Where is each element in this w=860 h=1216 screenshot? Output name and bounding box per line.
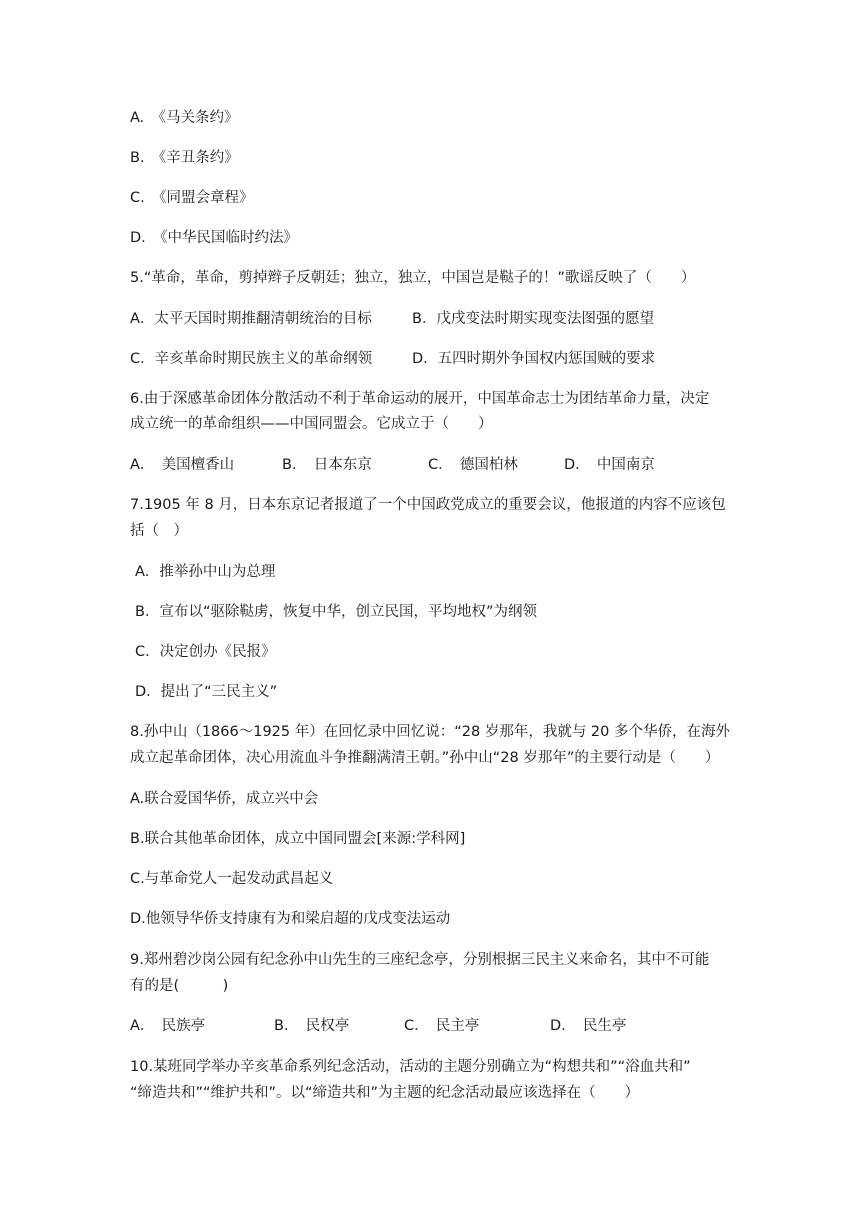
- q8-option-d: D.他领导华侨支持康有为和梁启超的戊戌变法运动: [130, 911, 451, 927]
- q9-option-a: A． 民族亭: [130, 1018, 206, 1034]
- q6-option-a: A． 美国檀香山: [130, 457, 235, 473]
- q5-option-b: B．戊戌变法时期实现变法图强的愿望: [412, 311, 654, 327]
- q8-stem-line-1: 8.孙中山（1866～1925 年）在回忆录中回忆说：“28 岁那年，我就与 20 多个华侨，在海外: [130, 724, 730, 740]
- q4-option-c: C. 《同盟会章程》: [130, 190, 254, 206]
- q6-stem-line-1: 6.由于深感革命团体分散活动不利于革命运动的展开，中国革命志士为团结革命力量，决定: [130, 391, 710, 407]
- q7-option-b: B．宣布以“驱除鞑虏，恢复中华，创立民国，平均地权”为纲领: [135, 604, 537, 620]
- q8-stem-line-2: 成立起革命团体，决心用流血斗争推翻满清王朝。”孙中山“28 岁那年”的主要行动是（ ）: [130, 750, 720, 766]
- q8-option-c: C.与革命党人一起发动武昌起义: [130, 871, 334, 887]
- q4-option-d: D. 《中华民国临时约法》: [130, 230, 299, 246]
- q7-stem-line-2: 括（ ）: [130, 523, 188, 539]
- q5-option-a: A．太平天国时期推翻清朝统治的目标: [130, 311, 372, 327]
- q9-stem-line-1: 9.郑州碧沙岗公园有纪念孙中山先生的三座纪念亭，分别根据三民主义来命名，其中不可能: [130, 952, 710, 968]
- q6-option-d: D． 中国南京: [564, 457, 655, 473]
- q9-option-d: D． 民生亭: [550, 1018, 627, 1034]
- q9-option-c: C． 民主亭: [404, 1018, 480, 1034]
- q10-stem-line-2: “缔造共和”“维护共和”。以“缔造共和”为主题的纪念活动最应该选择在（ ）: [130, 1085, 640, 1101]
- q5-stem: 5.“革命，革命，剪掉辫子反朝廷；独立，独立，中国岂是鞑子的！”歌谣反映了（ ）: [130, 270, 696, 286]
- q9-stem-line-2: 有的是( ): [130, 978, 229, 994]
- q6-option-b: B． 日本东京: [282, 457, 372, 473]
- q10-stem-line-1: 10.某班同学举办辛亥革命系列纪念活动，活动的主题分别确立为“构想共和”“浴血共和”: [130, 1059, 691, 1075]
- q8-option-b: B.联合其他革命团体，成立中国同盟会[来源:学科网]: [130, 831, 466, 847]
- q9-option-b: B． 民权亭: [274, 1018, 350, 1034]
- q7-stem-line-1: 7.1905 年 8 月，日本东京记者报道了一个中国政党成立的重要会议，他报道的内容不应该包: [130, 497, 726, 513]
- q5-option-c: C．辛亥革命时期民族主义的革命纲领: [130, 351, 373, 367]
- q8-option-a: A.联合爱国华侨，成立兴中会: [130, 791, 319, 807]
- q7-option-c: C．决定创办《民报》: [135, 644, 276, 660]
- q5-option-d: D．五四时期外争国权内惩国贼的要求: [412, 351, 656, 367]
- q4-option-b: B. 《辛丑条约》: [130, 150, 239, 166]
- q7-option-d: D．提出了“三民主义”: [135, 684, 278, 700]
- q4-option-a: A. 《马关条约》: [130, 110, 239, 126]
- q6-stem-line-2: 成立统一的革命组织——中国同盟会。它成立于（ ）: [130, 416, 493, 432]
- q7-option-a: A．推举孙中山为总理: [135, 564, 276, 580]
- q6-option-c: C． 德国柏林: [428, 457, 518, 473]
